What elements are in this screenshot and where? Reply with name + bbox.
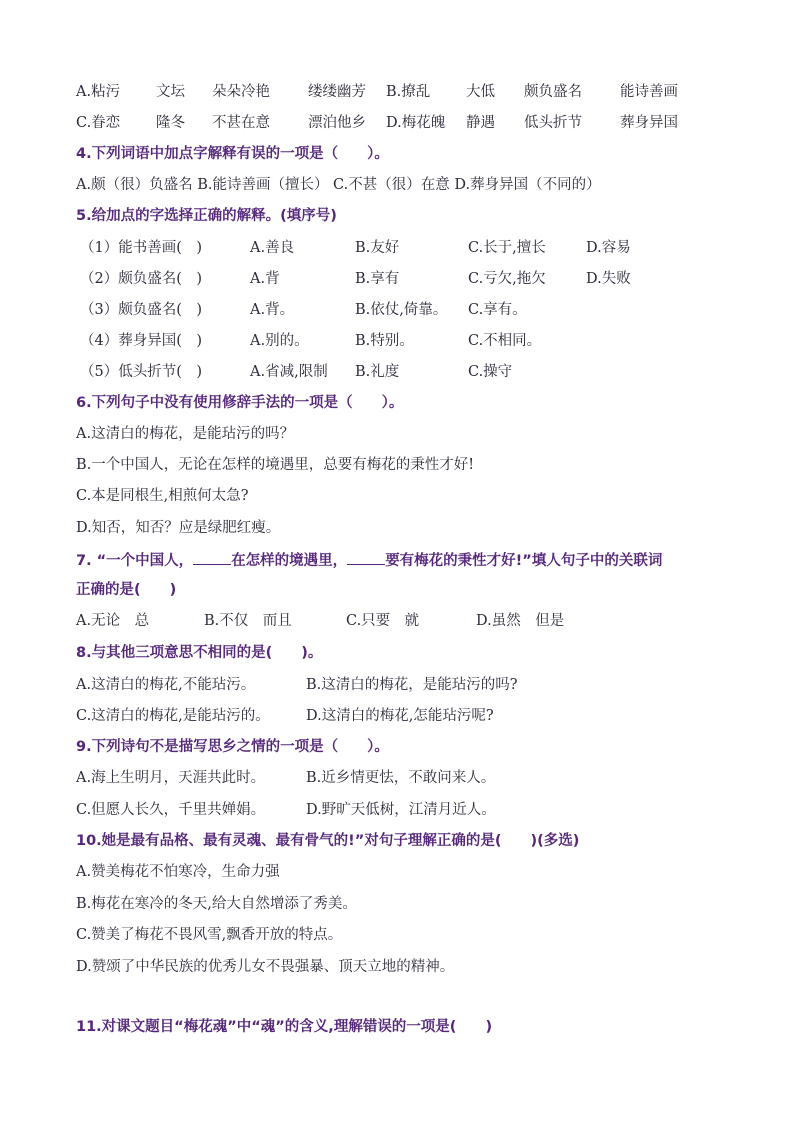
q5-choice: B.特别。 (355, 333, 414, 349)
question-10-option: A.赞美梅花不怕寒冷，生命力强 (76, 864, 280, 880)
q5-choice: C.不相同。 (468, 333, 542, 349)
question-9-option: C.但愿人长久，千里共婵娟。 (76, 802, 266, 818)
q5-item: （3）颇负盛名( ) (80, 302, 203, 318)
question-8-title: 8.与其他三项意思不相同的是( )。 (76, 645, 323, 661)
q5-choice: C.享有。 (468, 302, 527, 318)
q5-item: （4）葬身异国( ) (80, 333, 203, 349)
option-word: 缕缕幽芳 (308, 84, 366, 100)
q5-choice: C.亏欠,拖欠 (468, 271, 546, 287)
q7-blank-1 (193, 550, 231, 565)
option-word: 葬身异国 (620, 115, 678, 131)
question-5-title: 5.给加点的字选择正确的解释。(填序号) (76, 208, 337, 224)
q7-text-pre: 7. “一个中国人， (76, 553, 194, 569)
option-word: 颇负盛名 (524, 84, 582, 100)
q5-choice: A.背 (250, 271, 280, 287)
question-9-option: A.海上生明月，天涯共此时。 (76, 770, 266, 786)
q5-choice: A.别的。 (250, 333, 309, 349)
option-word: 不甚在意 (212, 115, 270, 131)
question-10-title: 10.她是最有品格、最有灵魂、最有骨气的!”对句子理解正确的是( )(多选) (76, 833, 580, 849)
option-word: 漂泊他乡 (308, 115, 366, 131)
option-row: B.撩乱 (386, 84, 431, 100)
q5-item: （1）能书善画( ) (80, 240, 203, 256)
q5-item: （5）低头折节( ) (80, 364, 203, 380)
question-4-title: 4.下列词语中加点字解释有误的一项是（ ）。 (76, 146, 389, 162)
option-word: 能诗善画 (620, 84, 678, 100)
q5-choice: D.失败 (586, 271, 631, 287)
question-6-option: B.一个中国人，无论在怎样的境遇里，总要有梅花的秉性才好! (76, 457, 475, 473)
question-8-option: B.这清白的梅花，是能玷污的吗? (306, 677, 518, 693)
q5-choice: A.背。 (250, 302, 295, 318)
q5-choice: D.容易 (586, 240, 631, 256)
question-6-option: C.本是同根生,相煎何太急? (76, 488, 249, 504)
question-9-option: D.野旷天低树，江清月近人。 (306, 802, 496, 818)
option-word: 朵朵冷艳 (212, 84, 270, 100)
q5-choice: C.长于,擅长 (468, 240, 546, 256)
option-word: 低头折节 (524, 115, 582, 131)
question-10-option: B.梅花在寒冷的冬天,给大自然增添了秀美。 (76, 896, 357, 912)
question-11-title: 11.对课文题目“梅花魂”中“魂”的含义,理解错误的一项是( ) (76, 1019, 493, 1035)
question-7-option: D.虽然 但是 (476, 613, 565, 629)
question-7-title (76, 550, 662, 571)
q5-choice: A.省减,限制 (250, 364, 328, 380)
q5-item: （2）颇负盛名( ) (80, 271, 203, 287)
q5-choice: B.友好 (355, 240, 400, 256)
q7-text-mid: 在怎样的境遇里， (231, 553, 348, 569)
q7-blank-2 (347, 550, 385, 565)
option-row: A.粘污 (76, 84, 121, 100)
option-word: 文坛 (156, 84, 185, 100)
q7-text-post: 要有梅花的秉性才好!”填人句子中的关联词 (385, 553, 663, 569)
option-row: C.眷恋 (76, 115, 121, 131)
q5-choice: B.享有 (355, 271, 400, 287)
option-word: 隆冬 (156, 115, 185, 131)
question-8-option: C.这清白的梅花,是能玷污的。 (76, 708, 270, 724)
option-word: 静遇 (466, 115, 495, 131)
question-4-options: A.颇（很）负盛名 B.能诗善画（擅长） C.不甚（很）在意 D.葬身异国（不同的） (76, 177, 601, 193)
question-6-title: 6.下列句子中没有使用修辞手法的一项是（ ）。 (76, 395, 404, 411)
q5-choice: C.操守 (468, 364, 513, 380)
question-7-option: C.只要 就 (346, 613, 420, 629)
question-10-option: D.赞颂了中华民族的优秀儿女不畏强暴、顶天立地的精神。 (76, 959, 455, 975)
question-8-option: A.这清白的梅花,不能玷污。 (76, 677, 256, 693)
question-8-option: D.这清白的梅花,怎能玷污呢? (306, 708, 494, 724)
question-7-title-line2: 正确的是( ) (76, 582, 177, 598)
question-9-option: B.近乡情更怯，不敢问来人。 (306, 770, 496, 786)
question-6-option: D.知否，知否？应是绿肥红瘦。 (76, 520, 281, 536)
option-word: 大低 (466, 84, 495, 100)
q5-choice: B.依仗,倚靠。 (355, 302, 448, 318)
question-6-option: A.这清白的梅花，是能玷污的吗？ (76, 426, 295, 442)
question-7-option: B.不仅 而且 (204, 613, 292, 629)
question-10-option: C.赞美了梅花不畏风雪,飘香开放的特点。 (76, 927, 343, 943)
option-row: D.梅花魄 (386, 115, 446, 131)
q5-choice: A.善良 (250, 240, 295, 256)
question-7-option: A.无论 总 (76, 613, 150, 629)
q5-choice: B.礼度 (355, 364, 400, 380)
question-9-title: 9.下列诗句不是描写思乡之情的一项是（ ）。 (76, 739, 389, 755)
